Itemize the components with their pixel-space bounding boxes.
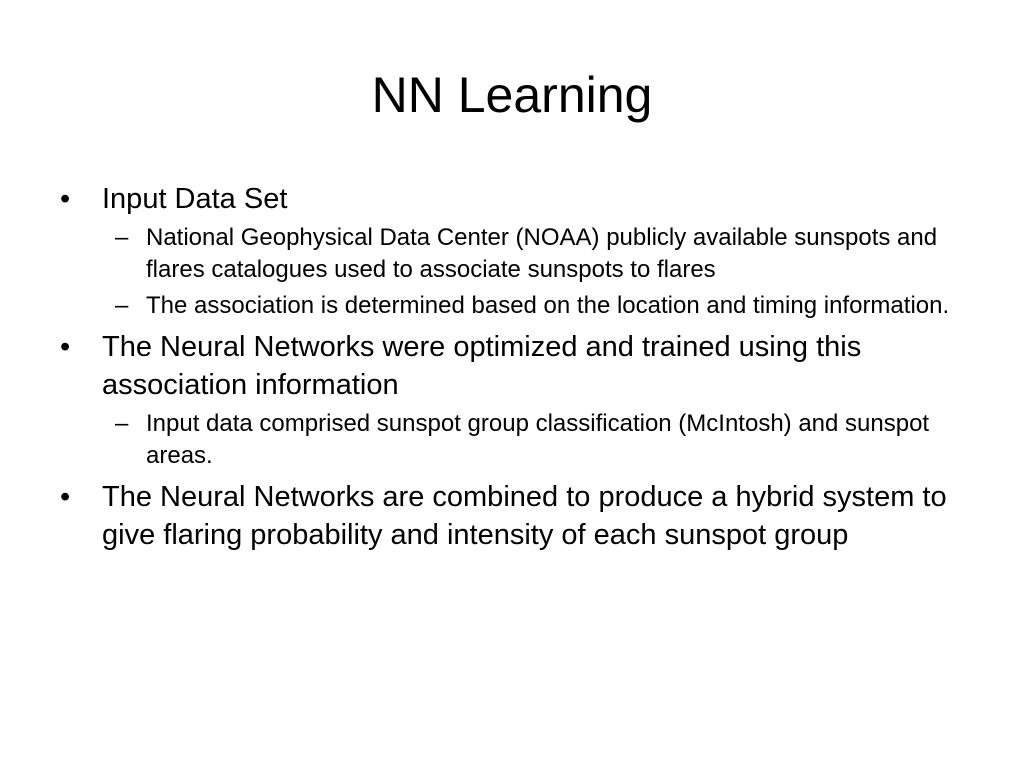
sub-bullet-text: National Geophysical Data Center (NOAA) publicly available sunspots and flares catalogues used to associate sunspots to flares	[146, 224, 938, 283]
bullet-item	[60, 478, 970, 554]
dash-marker: –	[115, 410, 129, 437]
dash-marker: –	[115, 292, 129, 319]
sub-bullet-text: Input data comprised sunspot group classification (McIntosh) and sunspot areas.	[146, 410, 930, 469]
bullet-item	[60, 328, 970, 404]
slide-title: NN Learning	[371, 67, 653, 123]
bullet-marker: •	[60, 331, 71, 363]
bullet-marker: •	[60, 183, 71, 215]
bullet-text: The Neural Networks were optimized and trained using this association information	[102, 331, 862, 401]
bullet-marker: •	[60, 481, 71, 513]
bullet-text: Input Data Set	[102, 183, 288, 215]
sub-bullet-text: The association is determined based on the location and timing information.	[146, 292, 950, 319]
bullet-list	[60, 180, 970, 554]
bullet-item	[60, 180, 970, 218]
sub-bullet-item	[60, 290, 970, 322]
sub-bullet-item	[60, 222, 970, 286]
bullet-text: The Neural Networks are combined to produce a hybrid system to give flaring probability and intensity of each sunspot group	[102, 481, 947, 551]
dash-marker: –	[115, 224, 129, 251]
sub-bullet-item	[60, 408, 970, 472]
